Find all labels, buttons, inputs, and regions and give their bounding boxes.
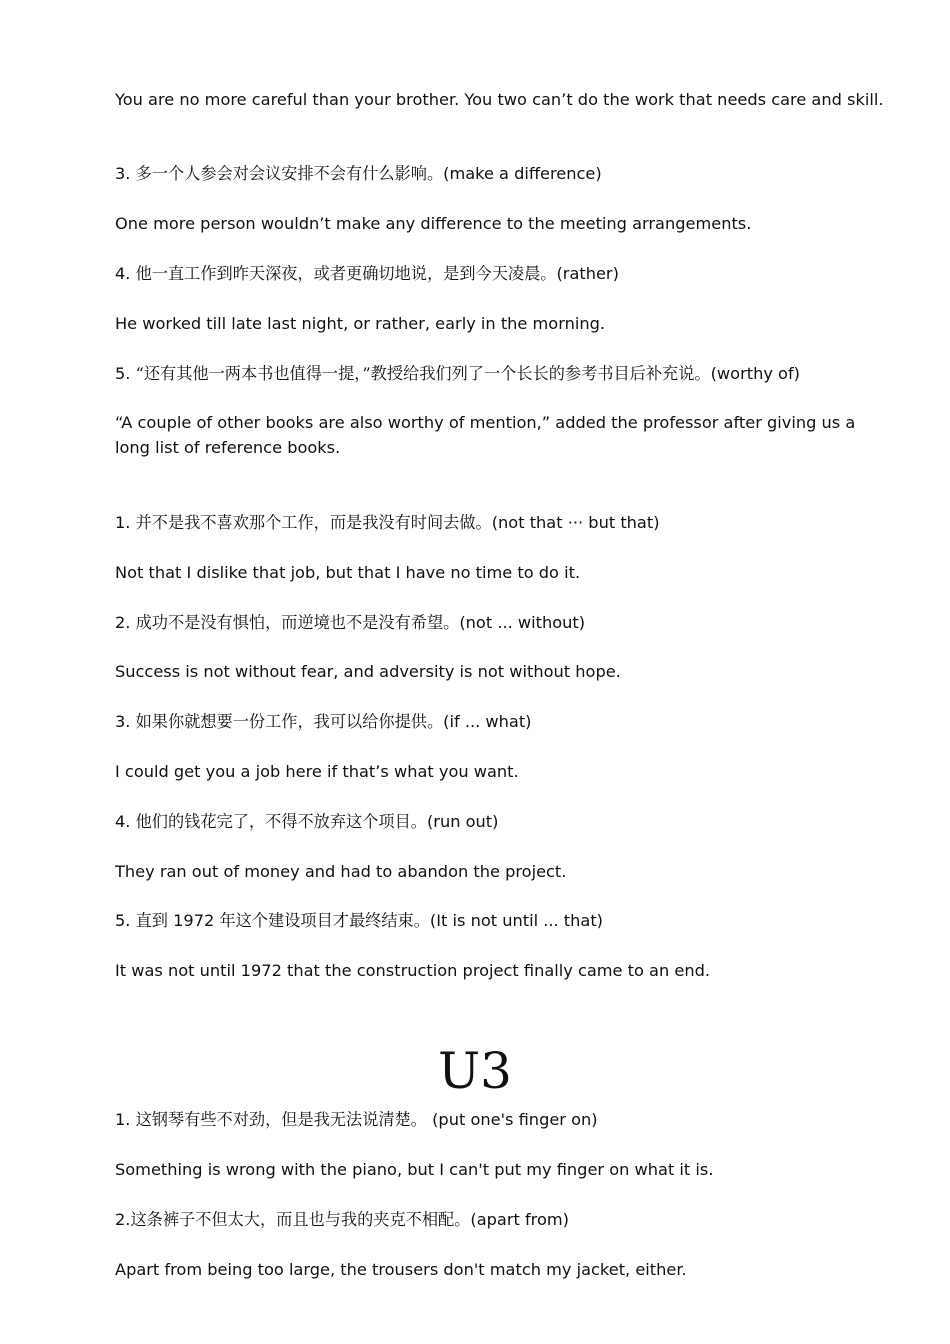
hint-phrase: (if ... what) [443,712,532,731]
unit-heading: U3 [438,1042,512,1100]
question-paragraph [115,1107,885,1132]
hint-phrase: (worthy of) [710,364,800,383]
question-paragraph [115,908,885,933]
chinese-sentence: 并不是我不喜欢那个工作，而是我没有时间去做。 [135,513,492,532]
item-number: 3. [115,712,136,731]
chinese-sentence: “还有其他一两本书也值得一提，”教授给我们列了一个长长的参考书目后补充说。 [135,364,711,383]
chinese-sentence: 他们的钱花完了，不得不放弃这个项目。 [135,812,427,831]
answer-paragraph: You are no more careful than your brother. You two can’t do the work that needs care and skill. [115,90,884,109]
answer-paragraph: Not that I dislike that job, but that I have no time to do it. [115,563,581,582]
chinese-sentence: 年这个建设项目才最终结束。 [219,911,430,930]
hint-phrase: (make a difference) [443,164,602,183]
question-paragraph [115,709,885,734]
chinese-sentence: 成功不是没有惧怕，而逆境也不是没有希望。 [135,613,460,632]
hint-phrase: (apart from) [470,1210,569,1229]
chinese-sentence: 如果你就想要一份工作，我可以给你提供。 [135,712,444,731]
question-paragraph [115,510,885,535]
answer-paragraph: One more person wouldn’t make any difference to the meeting arrangements. [115,214,752,233]
chinese-sentence: 这条裤子不但太大，而且也与我的夹克不相配。 [130,1210,471,1229]
item-number: 5. [115,364,136,383]
item-number: 4. [115,264,136,283]
item-number: 5. [115,911,136,930]
chinese-sentence: 多一个人参会对会议安排不会有什么影响。 [135,164,444,183]
chinese-sentence: 这钢琴有些不对劲，但是我无法说清楚。 [135,1110,427,1129]
question-paragraph [115,261,885,286]
item-number: 1. [115,1110,136,1129]
answer-paragraph: They ran out of money and had to abandon the project. [115,862,567,881]
item-number: 3. [115,164,136,183]
answer-paragraph: He worked till late last night, or rather, early in the morning. [115,314,606,333]
hint-phrase: (not that ··· but that) [491,513,660,532]
answer-paragraph: Apart from being too large, the trousers don't match my jacket, either. [115,1260,687,1279]
question-paragraph [115,161,885,186]
hint-phrase: (It is not until ... that) [429,911,603,930]
year-number: 1972 [167,911,220,930]
answer-paragraph: I could get you a job here if that’s what you want. [115,762,519,781]
item-number: 2. [115,613,136,632]
hint-phrase: (run out) [426,812,499,831]
answer-paragraph: Something is wrong with the piano, but I can't put my finger on what it is. [115,1160,714,1179]
question-paragraph [115,361,885,386]
hint-phrase: (not ... without) [459,613,586,632]
answer-paragraph: “A couple of other books are also worthy of mention,” added the professor after giving us a long list of reference books. [115,413,856,457]
answer-paragraph: It was not until 1972 that the construction project finally came to an end. [115,961,711,980]
chinese-sentence: 直到 [135,911,168,930]
answer-paragraph: Success is not without fear, and adversity is not without hope. [115,662,621,681]
question-paragraph [115,809,885,834]
item-number: 4. [115,812,136,831]
hint-phrase: (put one's finger on) [426,1110,598,1129]
item-number: 1. [115,513,136,532]
hint-phrase: (rather) [556,264,619,283]
chinese-sentence: 他一直工作到昨天深夜，或者更确切地说，是到今天凌晨。 [135,264,557,283]
item-number: 2. [115,1210,131,1229]
question-paragraph [115,1207,885,1232]
question-paragraph [115,610,885,635]
